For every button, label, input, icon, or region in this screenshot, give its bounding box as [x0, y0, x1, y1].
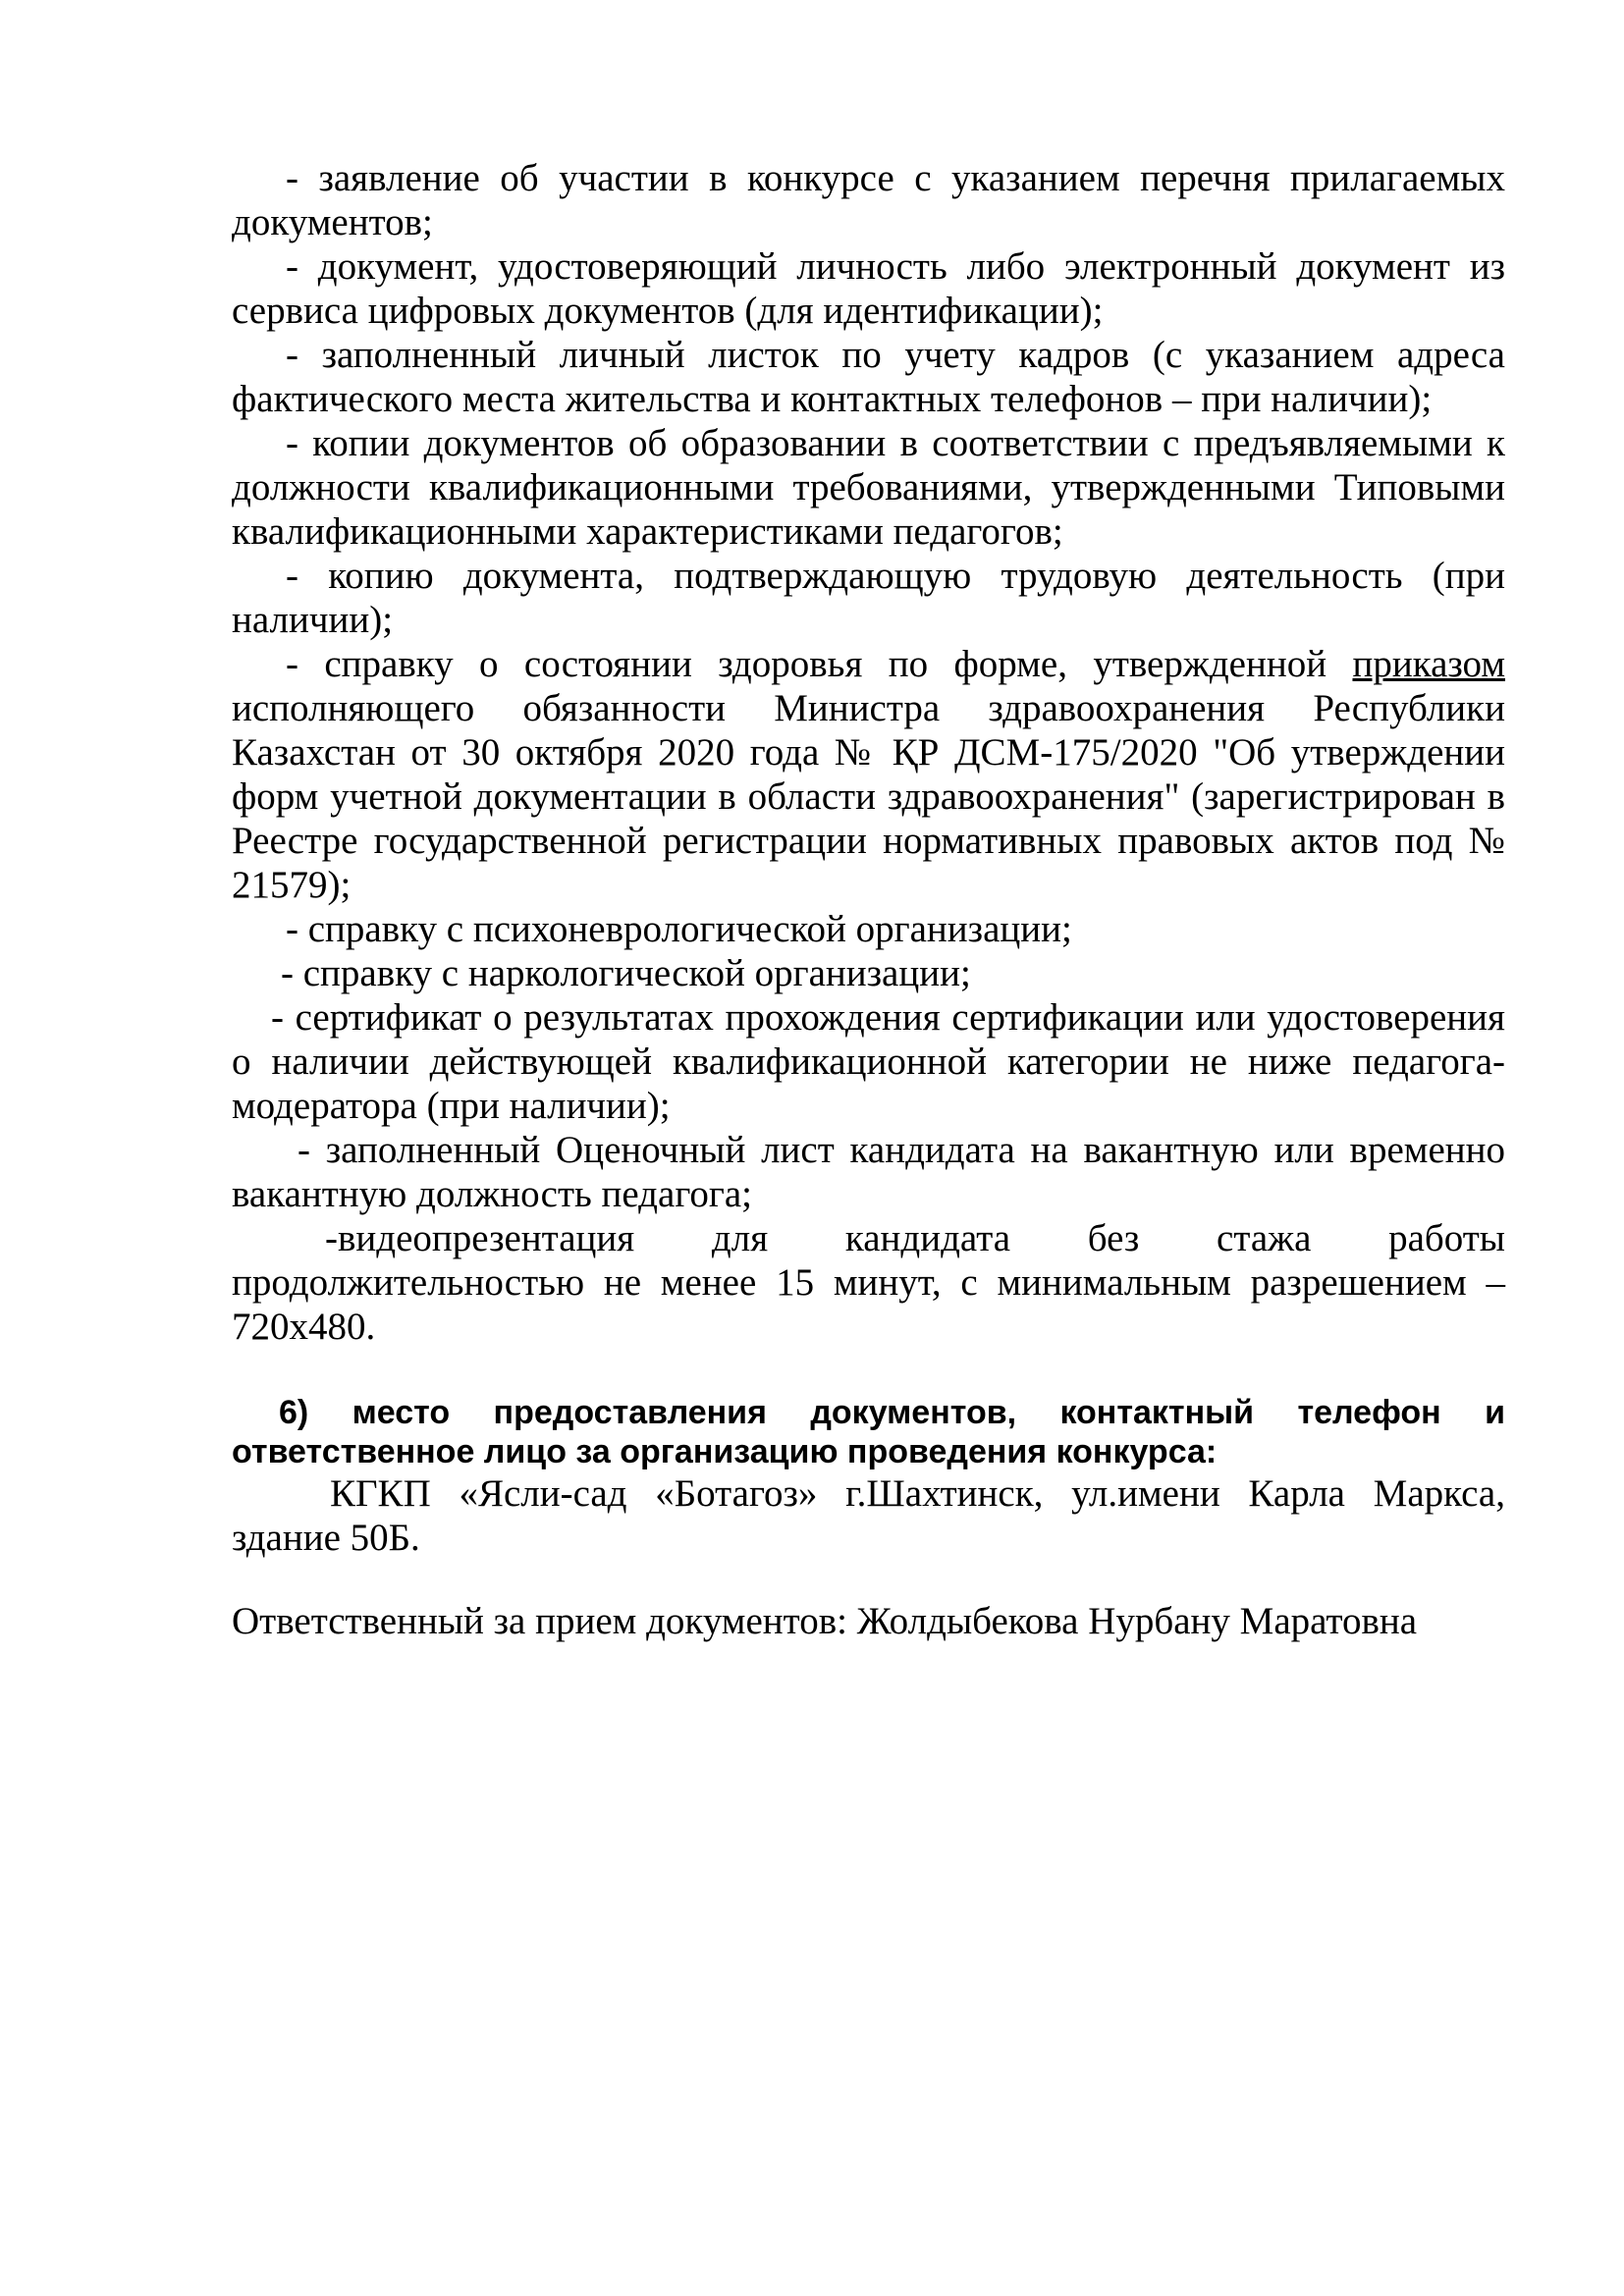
list-item-health-certificate [232, 642, 1505, 907]
list-item-video-presentation: -видеопрезентация для кандидата без стажа работы продолжительностью не менее 15 минут, с минимальным разрешением – 720x480. [232, 1217, 1505, 1348]
responsible-person: Ответственный за прием документов: Жолдыбекова Нурбану Маратовна [232, 1600, 1418, 1642]
list-item-narcological-certificate: - справку с наркологической организации; [281, 952, 971, 994]
health-certificate-text-before: - справку о состоянии здоровья по форме, утвержденной [286, 643, 1353, 685]
list-item-identity-document: - документ, удостоверяющий личность либо электронный документ из сервиса цифровых документов (для идентификации); [232, 245, 1505, 332]
order-link[interactable]: приказом [1352, 643, 1505, 685]
list-item-psychoneurological-certificate: - справку с психоневрологической организации; [286, 908, 1072, 950]
health-certificate-text-after: исполняющего обязанности Министра здравоохранения Республики Казахстан от 30 октября 2020 года № ҚР ДСМ-175/2020 "Об утверждении форм учетной документации в области здравоохранения" (зарегистрирован в Реестре государственной регистрации нормативных правовых актов под № 21579); [232, 687, 1505, 906]
list-item-qualification-certificate: - сертификат о результатах прохождения сертификации или удостоверения о наличии действующей квалификационной категории не ниже педагога-модератора (при наличии); [232, 996, 1505, 1127]
list-item-employment-copy: - копию документа, подтверждающую трудовую деятельность (при наличии); [232, 555, 1505, 641]
list-item-evaluation-sheet: - заполненный Оценочный лист кандидата на вакантную или временно вакантную должность педагога; [232, 1129, 1505, 1215]
venue-address: КГКП «Ясли-сад «Ботагоз» г.Шахтинск, ул.имени Карла Маркса, здание 50Б. [232, 1472, 1505, 1559]
list-item-education-copies: - копии документов об образовании в соответствии с предъявляемыми к должности квалификационными требованиями, утвержденными Типовыми квалификационными характеристиками педагогов; [232, 422, 1505, 553]
section-heading: 6) место предоставления документов, контактный телефон и ответственное лицо за организацию проведения конкурса: [232, 1394, 1505, 1470]
list-item-personal-record-sheet: - заполненный личный листок по учету кадров (с указанием адреса фактического места жительства и контактных телефонов – при наличии); [232, 334, 1505, 420]
list-item-application: - заявление об участии в конкурсе с указанием перечня прилагаемых документов; [232, 157, 1505, 243]
